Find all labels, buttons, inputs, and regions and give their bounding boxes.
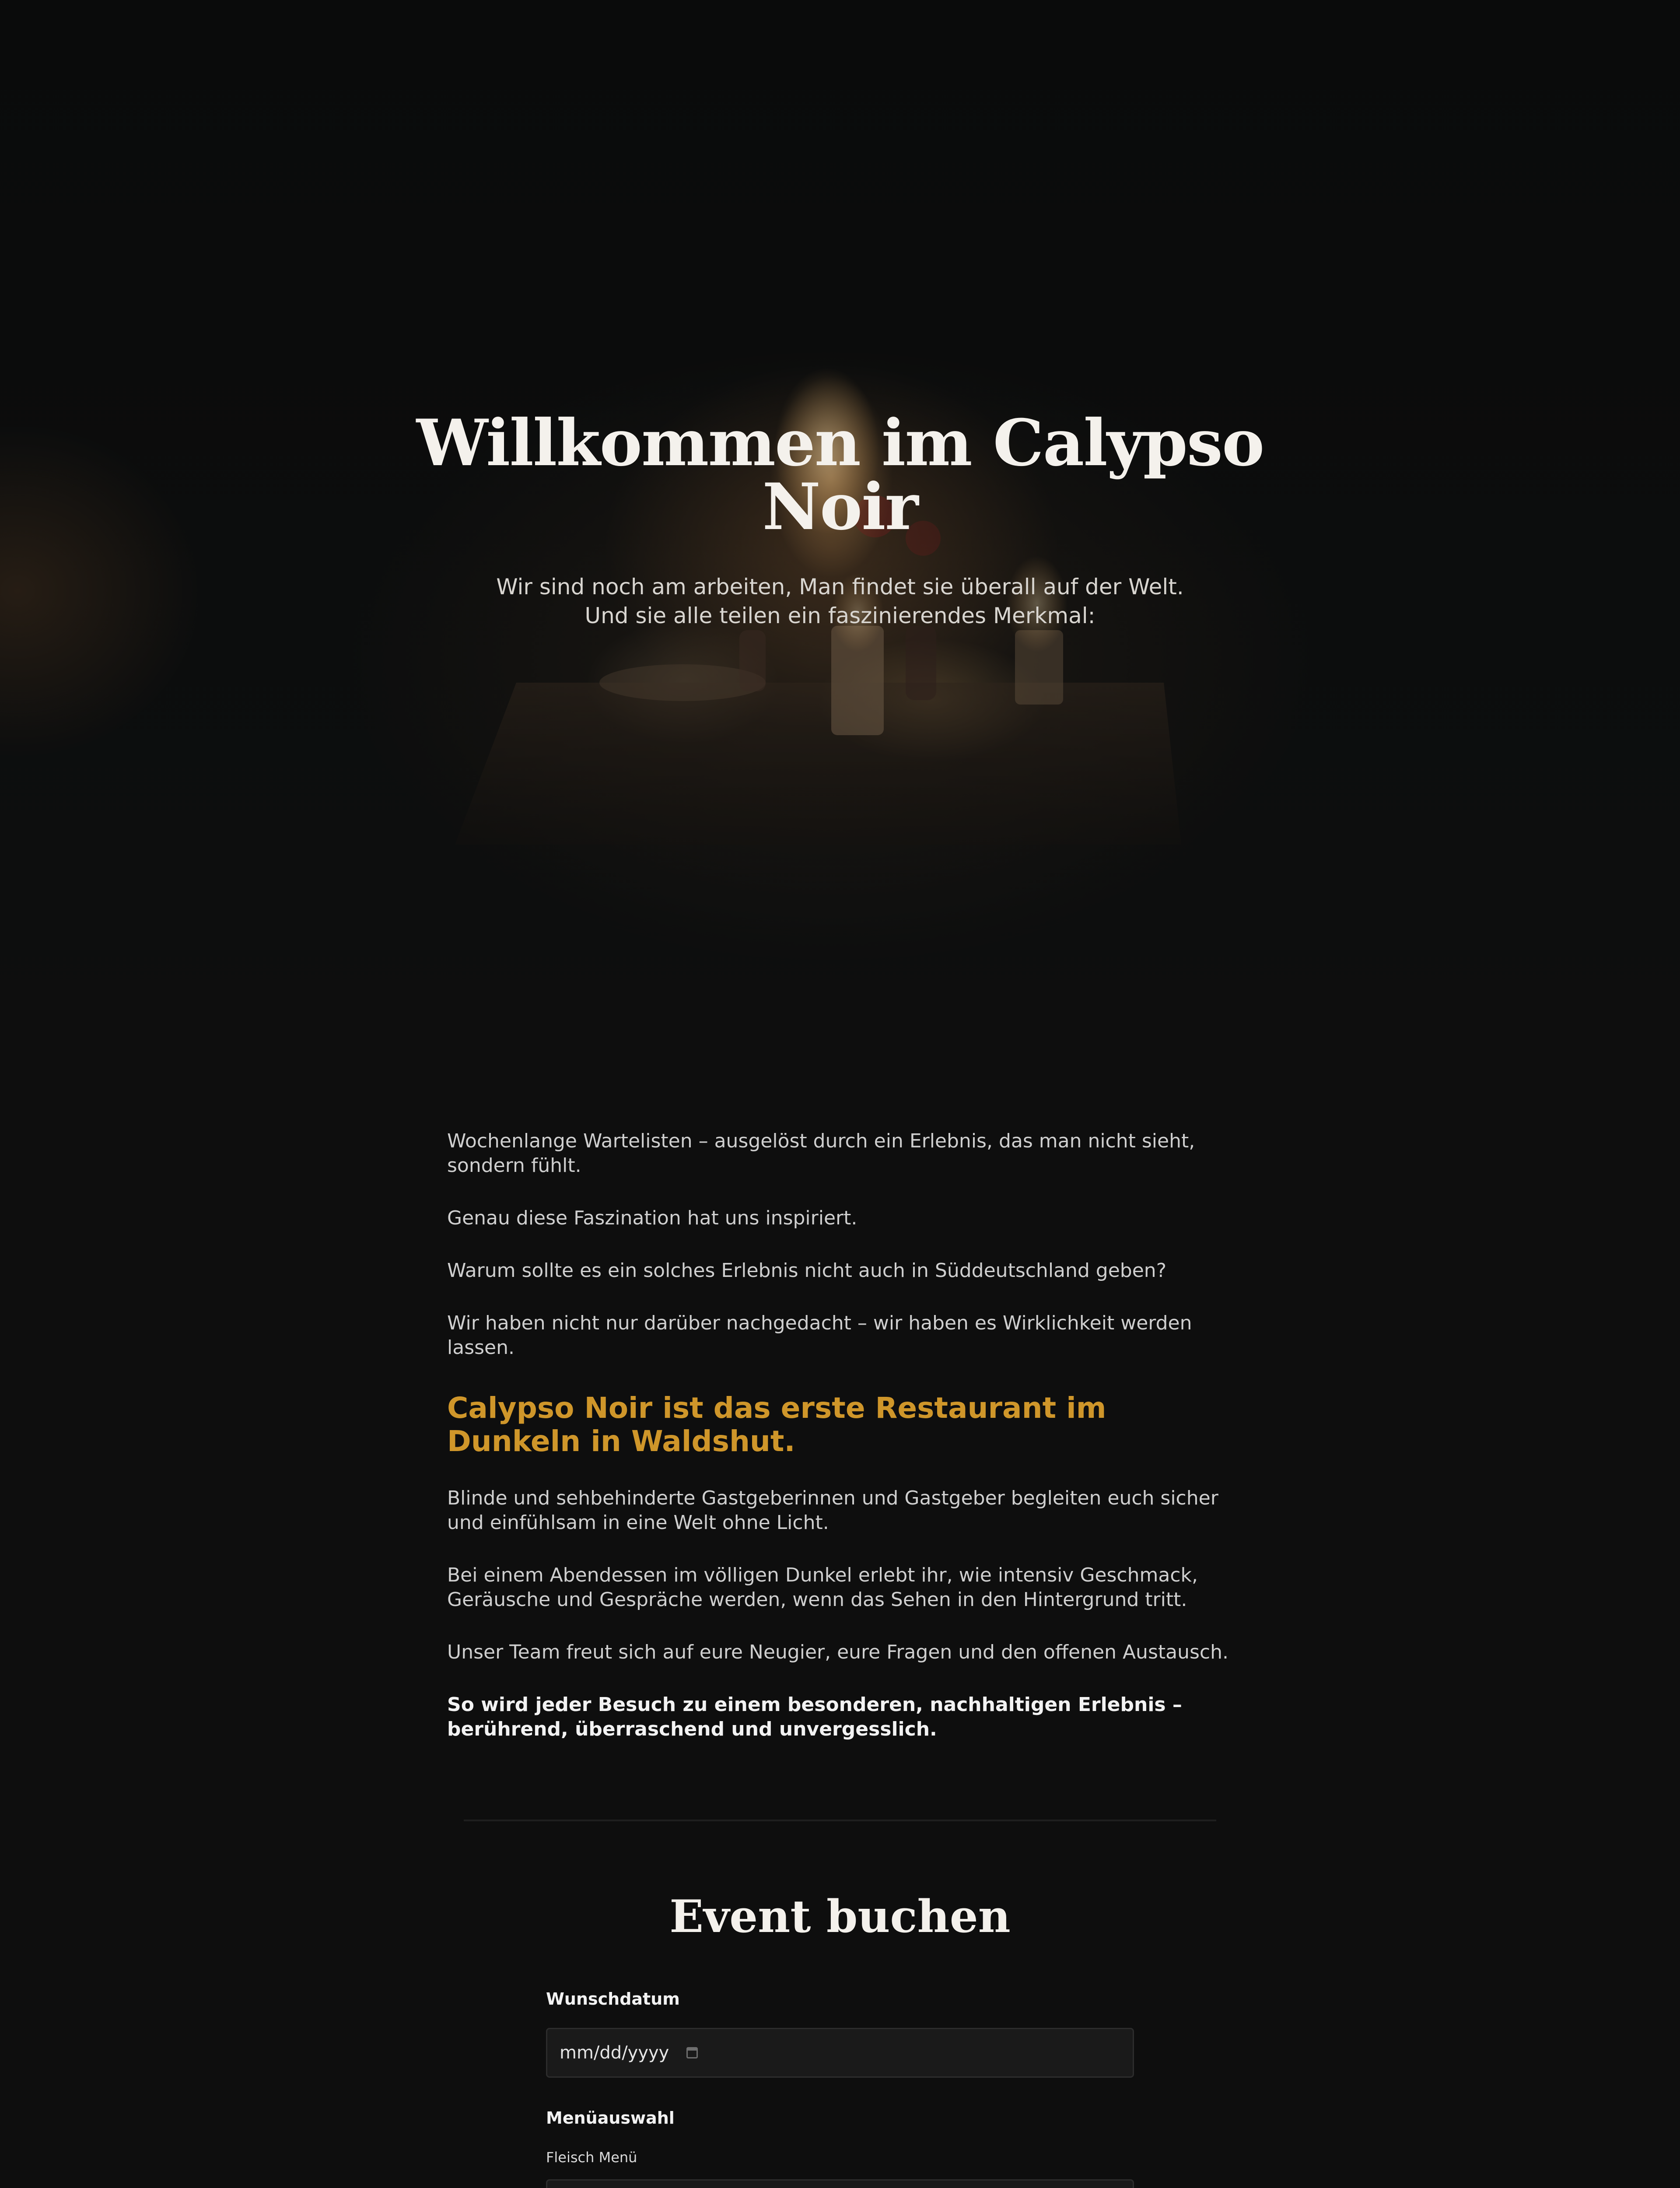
hero-subtitle — [402, 572, 1278, 630]
hero-title: Willkommen im Calypso Noir — [416, 406, 1264, 544]
detail-paragraph: Bei einem Abendessen im völligen Dunkel erlebt ihr, wie intensiv Geschmack, Geräusche und Gespräche werden, wenn das Sehen in den Hintergrund tritt. — [447, 1564, 1198, 1611]
intro-paragraph: Genau diese Faszination hat uns inspiriert. — [447, 1207, 858, 1229]
closing-statement: So wird jeder Besuch zu einem besonderen, nachhaltigen Erlebnis – berührend, überraschend und unvergesslich. — [447, 1694, 1182, 1740]
meat-menu-quantity-input[interactable] — [546, 2179, 1134, 2188]
intro-paragraph: Wochenlange Wartelisten – ausgelöst durch ein Erlebnis, das man nicht sieht, sondern fühlt. — [447, 1130, 1195, 1177]
hero-subtitle-line-2: Und sie alle teilen ein faszinierendes Merkmal: — [584, 603, 1096, 628]
intro-paragraph: Wir haben nicht nur darüber nachgedacht – wir haben es Wirklichkeit werden lassen. — [447, 1312, 1192, 1359]
hero-subtitle-line-1: Wir sind noch am arbeiten, Man findet sie überall auf der Welt. — [496, 574, 1184, 600]
date-input[interactable] — [546, 2028, 1134, 2078]
glass-shape — [906, 626, 936, 700]
calendar-icon[interactable] — [686, 2047, 698, 2058]
meat-menu-label: Fleisch Menü — [546, 2149, 637, 2166]
menu-section-label: Menüauswahl — [546, 2108, 675, 2128]
intro-paragraph: Warum sollte es ein solches Erlebnis nicht auch in Süddeutschland geben? — [447, 1259, 1167, 1282]
date-label: Wunschdatum — [546, 1989, 680, 2009]
intro-section — [447, 1129, 1233, 1770]
date-value: mm/dd/yyyy — [560, 2043, 669, 2063]
booking-title: Event buchen — [669, 1890, 1011, 1943]
intro-headline: Calypso Noir ist das erste Restaurant im Dunkeln in Waldshut. — [447, 1391, 1106, 1458]
booking-form — [546, 1987, 1134, 2188]
section-divider — [464, 1820, 1216, 1821]
hero-section — [0, 0, 1680, 1068]
detail-paragraph: Unser Team freut sich auf eure Neugier, eure Fragen und den offenen Austausch. — [447, 1641, 1228, 1663]
detail-paragraph: Blinde und sehbehinderte Gastgeberinnen und Gastgeber begleiten euch sicher und einfühlsam in eine Welt ohne Licht. — [447, 1487, 1218, 1534]
glass-shape — [739, 630, 766, 691]
table-shape — [455, 683, 1181, 845]
